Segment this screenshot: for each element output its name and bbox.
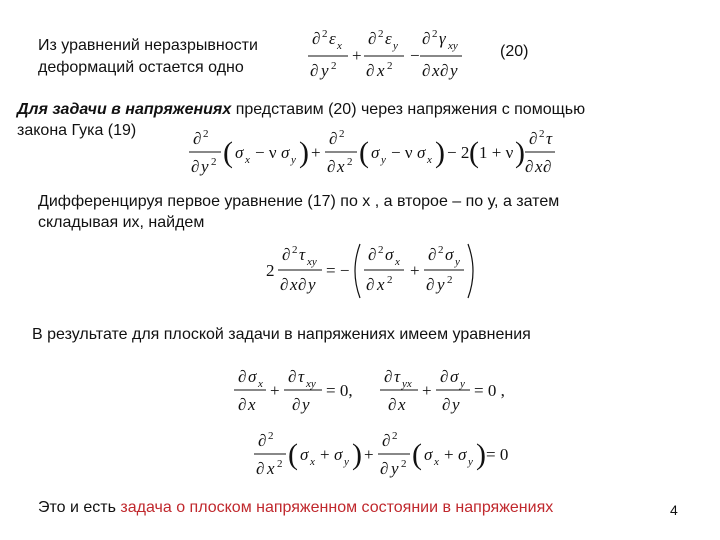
conclusion-prefix: Это и есть [38,499,121,516]
svg-text:+: + [444,445,454,464]
svg-text:y: y [344,456,349,468]
svg-text:x: x [267,459,275,478]
svg-text:τ: τ [546,129,553,148]
svg-text:∂: ∂ [256,459,265,478]
svg-text:= −: = − [326,261,350,280]
svg-text:): ) [352,438,362,471]
svg-text:x: x [535,157,543,176]
svg-text:∂: ∂ [238,395,247,414]
paragraph-result: В результате для плоской задачи в напряжениях имеем уравнения [32,326,531,343]
emphasis-stress-problem: Для задачи в напряжениях [17,101,232,118]
svg-text:y: y [381,154,386,166]
svg-text:y: y [468,456,473,468]
svg-text:∂: ∂ [426,275,435,294]
svg-text:ε: ε [385,29,392,48]
svg-text:x: x [337,40,342,52]
svg-text:∂: ∂ [292,395,301,414]
svg-text:∂: ∂ [310,61,319,80]
svg-text:2: 2 [378,244,384,256]
svg-text:xy: xy [306,378,316,390]
svg-text:x: x [377,61,385,80]
svg-text:2: 2 [331,60,337,72]
svg-text:x: x [290,275,298,294]
svg-text:∂: ∂ [428,245,437,264]
svg-text:ε: ε [329,29,336,48]
svg-text:∂: ∂ [298,275,307,294]
equation-compatibility-stresses [250,424,510,484]
svg-text:+: + [352,46,362,65]
equation-hooke-substitution [185,122,555,184]
svg-text:2: 2 [447,274,453,286]
svg-text:x: x [245,154,250,166]
svg-text:∂: ∂ [442,395,451,414]
svg-text:+: + [311,143,321,162]
svg-text:(: ( [469,136,479,169]
svg-text:− ν: − ν [391,143,413,162]
svg-text:σ: σ [334,445,343,464]
svg-text:σ: σ [371,143,380,162]
svg-text:σ: σ [281,143,290,162]
svg-text:∂: ∂ [288,367,297,386]
svg-text:σ: σ [458,445,467,464]
svg-text:σ: σ [235,143,244,162]
svg-text:∂: ∂ [366,61,375,80]
svg-text:2: 2 [266,261,275,280]
svg-text:τ: τ [299,245,306,264]
svg-text:∂: ∂ [193,129,202,148]
svg-text:∂: ∂ [382,431,391,450]
svg-text:σ: σ [417,143,426,162]
paragraph-hooke-rest: представим (20) через напряжения с помощью [231,101,586,118]
svg-text:2: 2 [392,430,398,442]
svg-text:2: 2 [401,458,407,470]
svg-text:∂: ∂ [525,157,534,176]
equation-shear-relation [262,238,477,304]
svg-text:x: x [310,456,315,468]
svg-text:2: 2 [268,430,274,442]
svg-text:∂: ∂ [384,367,393,386]
svg-text:= 0: = 0 [486,445,509,464]
svg-text:∂: ∂ [280,275,289,294]
svg-text:∂: ∂ [329,129,338,148]
svg-text:∂: ∂ [191,157,200,176]
svg-text:2: 2 [203,128,209,140]
svg-text:y: y [455,256,460,268]
svg-text:x: x [398,395,406,414]
svg-text:∂: ∂ [529,129,538,148]
svg-text:∂: ∂ [440,61,449,80]
svg-text:∂: ∂ [422,29,431,48]
svg-text:∂: ∂ [422,61,431,80]
svg-text:2: 2 [378,28,384,40]
svg-text:2: 2 [339,128,345,140]
svg-text:x: x [427,154,432,166]
intro-line-2: деформаций остается одно [38,59,244,76]
svg-text:γ: γ [439,29,446,48]
svg-text:(: ( [288,438,298,471]
svg-text:): ) [515,136,525,169]
svg-text:∂: ∂ [388,395,397,414]
svg-text:+: + [410,261,420,280]
svg-text:τ: τ [394,367,401,386]
svg-text:2: 2 [432,28,438,40]
svg-text:σ: σ [450,367,459,386]
svg-text:y: y [201,157,209,176]
svg-text:∂: ∂ [282,245,291,264]
intro-line-1: Из уравнений неразрывности [38,37,258,54]
equation-number-20: (20) [500,43,529,60]
svg-text:2: 2 [211,156,217,168]
svg-text:σ: σ [248,367,257,386]
svg-text:y: y [393,40,398,52]
svg-text:σ: σ [445,245,454,264]
svg-text:x: x [258,378,263,390]
svg-text:τ: τ [298,367,305,386]
page-number: 4 [670,502,678,518]
svg-text:−: − [410,46,420,65]
svg-text:(: ( [223,136,233,169]
svg-text:∂: ∂ [368,245,377,264]
svg-text:y: y [308,275,316,294]
paragraph-differentiate-line-1: Дифференцируя первое уравнение (17) по х , а второе – по у, а затем [38,193,560,210]
paragraph-hooke-line-1 [17,100,585,120]
svg-text:2: 2 [277,458,283,470]
svg-text:y: y [321,61,329,80]
svg-text:y: y [452,395,460,414]
svg-text:xy: xy [448,40,458,52]
conclusion-highlight: задача о плоском напряженном состоянии в напряжениях [120,499,554,516]
svg-text:− ν: − ν [255,143,277,162]
paragraph-differentiate-line-2: складывая их, найдем [38,214,205,231]
svg-text:x: x [248,395,256,414]
svg-text:(: ( [412,438,422,471]
svg-text:x: x [432,61,440,80]
equation-equilibrium [230,362,510,418]
svg-text:+: + [270,381,280,400]
svg-text:(: ( [359,136,369,169]
svg-text:y: y [450,61,458,80]
svg-text:2: 2 [539,128,545,140]
paragraph-hooke-line-2: закона Гука (19) [17,122,137,139]
svg-text:σ: σ [424,445,433,464]
svg-text:x: x [377,275,385,294]
svg-text:y: y [391,459,399,478]
svg-text:∂: ∂ [543,157,552,176]
svg-text:): ) [435,136,445,169]
svg-text:y: y [291,154,296,166]
svg-text:2: 2 [292,244,298,256]
svg-text:− 2: − 2 [447,143,470,162]
svg-text:x: x [434,456,439,468]
svg-text:= 0 ,: = 0 , [474,381,505,400]
svg-text:2: 2 [322,28,328,40]
equation-compatibility [300,24,475,84]
svg-text:∂: ∂ [440,367,449,386]
svg-text:xy: xy [307,256,317,268]
svg-text:∂: ∂ [380,459,389,478]
svg-text:2: 2 [438,244,444,256]
svg-text:∂: ∂ [368,29,377,48]
svg-text:∂: ∂ [327,157,336,176]
svg-text:): ) [476,438,486,471]
svg-text:2: 2 [347,156,353,168]
svg-text:= 0,: = 0, [326,381,353,400]
svg-text:+: + [422,381,432,400]
svg-text:∂: ∂ [238,367,247,386]
svg-text:): ) [299,136,309,169]
svg-text:x: x [337,157,345,176]
svg-text:y: y [302,395,310,414]
svg-text:y: y [460,378,465,390]
svg-text:2: 2 [387,60,393,72]
svg-text:σ: σ [385,245,394,264]
svg-text:∂: ∂ [258,431,267,450]
svg-text:∂: ∂ [312,29,321,48]
svg-text:∂: ∂ [366,275,375,294]
svg-text:+: + [364,445,374,464]
svg-text:+: + [320,445,330,464]
svg-text:x: x [395,256,400,268]
svg-text:1 + ν: 1 + ν [479,143,514,162]
svg-text:2: 2 [387,274,393,286]
conclusion-line [38,498,553,518]
svg-text:yx: yx [402,378,412,390]
svg-text:σ: σ [300,445,309,464]
svg-text:y: y [437,275,445,294]
